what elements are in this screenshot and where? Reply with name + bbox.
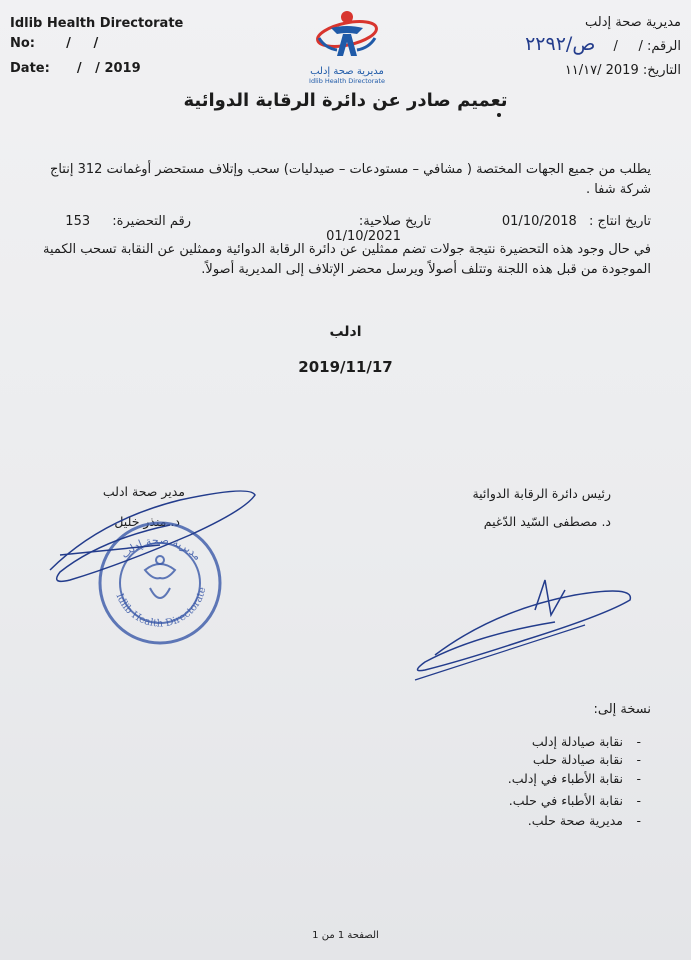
production-label: تاريخ انتاج : bbox=[588, 214, 651, 229]
page-title: تعميم صادر عن دائرة الرقابة الدوائية bbox=[183, 90, 508, 111]
date-label: Date: bbox=[10, 61, 50, 76]
date-en bbox=[10, 61, 141, 76]
issue-place: ادلب bbox=[329, 324, 362, 340]
left-signatory-title: مدير صحة ادلب bbox=[102, 484, 185, 499]
ref-ar bbox=[451, 33, 681, 55]
ref-slashes: / / bbox=[613, 39, 643, 54]
no-slashes: / / bbox=[66, 36, 99, 51]
directorate-logo bbox=[297, 4, 397, 85]
right-signatory-name: د. مصطفى السّيد الدّغيم bbox=[483, 514, 611, 529]
stamp-text-ar: مديرية صحة إدلب bbox=[118, 533, 205, 564]
copy-item: -نقابة صيادلة إدلب bbox=[531, 734, 641, 749]
stamp-text-en: Idlib Health Directorate bbox=[113, 586, 209, 630]
production-value: 01/10/2018 bbox=[501, 214, 577, 229]
right-signatory-title: رئيس دائرة الرقابة الدوائية bbox=[472, 486, 611, 501]
expiry-label: تاريخ صلاحية: bbox=[358, 214, 431, 229]
date-ar: التاريخ: 2019 /١١/١٧ bbox=[564, 63, 681, 78]
date-value: / / 2019 bbox=[76, 61, 141, 76]
logo-text-ar: مديرية صحة إدلب bbox=[310, 66, 384, 77]
no-label: No: bbox=[10, 36, 36, 51]
copy-item: -مديرية صحة حلب. bbox=[527, 813, 641, 828]
copy-item: -نقابة الأطباء في حلب. bbox=[508, 793, 641, 808]
right-signature-scribble bbox=[405, 570, 645, 685]
expiry-value: 01/10/2021 bbox=[326, 229, 401, 244]
copy-item: -نقابة الأطباء في إدلب. bbox=[507, 771, 641, 786]
logo-text-en: Idlib Health Directorate bbox=[309, 77, 385, 85]
title-dot bbox=[497, 113, 501, 117]
batch-value: 153 bbox=[65, 214, 91, 229]
ref-no-en bbox=[10, 36, 98, 51]
ref-handwritten: ص/٢٢٩٢ bbox=[525, 33, 596, 55]
logo-emblem-icon bbox=[297, 4, 397, 62]
copy-item: -نقابة صيادلة حلب bbox=[532, 752, 641, 767]
batch-number bbox=[21, 214, 191, 229]
batch-label: رقم التحضيرة: bbox=[112, 214, 191, 229]
production-date bbox=[431, 214, 651, 229]
org-name-en: Idlib Health Directorate bbox=[10, 16, 184, 31]
instruction-paragraph: في حال وجود هذه التحضيرة نتيجة جولات تضم ممثلين عن دائرة الرقابة الدوائية وممثلين عن النقابة تسحب الكمية الموجودة من قبل هذه اللجنة وتتلف أصولاً ويرسل محضر الإتلاف إلى المديرية أصولاً. bbox=[43, 242, 651, 277]
org-name-ar: مديرية صحة إدلب bbox=[585, 15, 681, 30]
page-number: الصفحة 1 من 1 bbox=[312, 930, 379, 941]
copies-heading: نسخة إلى: bbox=[593, 702, 651, 717]
left-signatory-name: د. منذر خليل bbox=[114, 514, 180, 529]
request-paragraph: يطلب من جميع الجهات المختصة ( مشافي – مستودعات – صيدليات) سحب وإتلاف مستحضر أوغمانت 312 إنتاج شركة شفا . bbox=[49, 162, 651, 197]
ref-label: الرقم: bbox=[647, 39, 681, 54]
issue-date: 2019/11/17 bbox=[298, 358, 393, 376]
left-signature-scribble bbox=[40, 480, 270, 600]
